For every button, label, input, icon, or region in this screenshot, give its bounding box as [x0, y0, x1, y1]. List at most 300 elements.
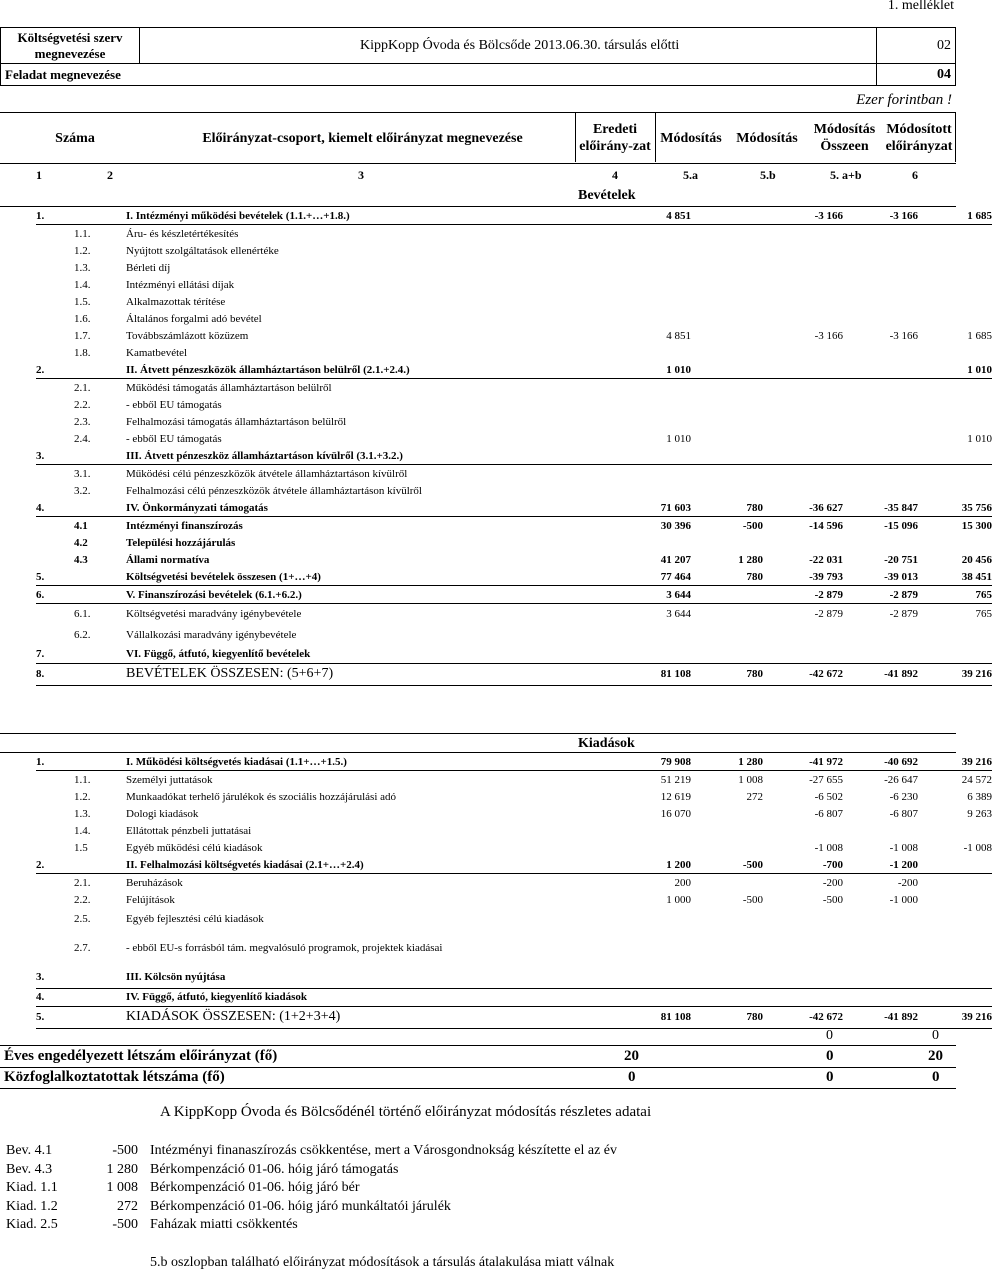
row-mod-sum — [843, 293, 918, 310]
staff-v3-2: 0 — [932, 1069, 940, 1085]
row-mod-a: 272 — [746, 790, 763, 803]
row-mod-a — [691, 874, 763, 892]
row-number — [36, 413, 74, 430]
row-mod-a — [691, 839, 763, 856]
row-subnumber — [74, 447, 126, 465]
row-subnumber — [74, 753, 126, 771]
detail-code: Bev. 4.1 — [6, 1143, 53, 1159]
row-mod-sum: -1 200 — [843, 856, 918, 874]
row-original: 51 219 — [660, 773, 691, 786]
row-mod-b: -6 807 — [814, 807, 843, 820]
row-label: Egyéb fejlesztési célú kiadások — [126, 913, 264, 925]
row-number: 6. — [36, 586, 74, 604]
row-label: Személyi juttatások — [126, 773, 213, 786]
org-label: Költségvetési szerv megnevezése — [1, 28, 140, 64]
row-mod-b — [763, 534, 843, 551]
row-subnumber — [74, 988, 126, 1006]
staff-v1-1: 20 — [624, 1048, 639, 1064]
row-mod-sum: -35 847 — [843, 499, 918, 517]
row-number — [36, 482, 74, 499]
row-mod-b — [763, 242, 843, 259]
row-original — [611, 646, 691, 664]
row-original: 81 108 — [611, 1006, 691, 1028]
row-label: Kamatbevétel — [126, 346, 188, 359]
row-label: III. Kölcsön nyújtása — [126, 966, 611, 988]
row-original — [611, 966, 691, 988]
row-subnumber: 1.5 — [74, 841, 88, 854]
table-row — [36, 856, 992, 874]
row-mod-a — [691, 413, 763, 430]
row-mod-a — [691, 225, 763, 243]
detail-amount: 272 — [117, 1198, 138, 1214]
row-subnumber — [74, 586, 126, 604]
row-modified — [918, 874, 992, 892]
row-modified — [918, 413, 992, 430]
row-mod-sum — [843, 534, 918, 551]
row-original — [611, 396, 691, 413]
table-row — [36, 551, 992, 568]
table-row — [36, 988, 992, 1006]
table-row — [36, 396, 992, 413]
row-mod-sum — [843, 276, 918, 293]
row-mod-a — [691, 930, 763, 966]
row-label: Nyújtott szolgáltatások ellenértéke — [126, 244, 279, 257]
row-label: Intézményi ellátási díjak — [126, 278, 235, 291]
row-subnumber: 2.3. — [74, 415, 91, 428]
row-mod-a: 780 — [691, 1006, 763, 1028]
row-modified: 1 010 — [918, 361, 992, 379]
row-subnumber: 6.1. — [74, 608, 91, 621]
row-modified — [918, 988, 992, 1006]
row-number — [36, 805, 74, 822]
row-mod-a: 780 — [691, 663, 763, 685]
detail-text: Intézményi finanaszírozás csökkentése, mert a Városgondnokság készítette el az év — [150, 1143, 618, 1159]
row-modified — [918, 856, 992, 874]
row-original — [611, 242, 691, 259]
row-subnumber: 1.7. — [74, 329, 91, 342]
row-original — [611, 465, 691, 483]
row-subnumber: 4.3 — [74, 553, 88, 566]
row-label: I. Működési költségvetés kiadásai (1.1+…+1.5.) — [126, 753, 611, 771]
row-original: 1 000 — [666, 893, 691, 906]
row-mod-a — [691, 379, 763, 397]
row-original: 16 070 — [660, 807, 691, 820]
row-label: IV. Függő, átfutó, kiegyenlítő kiadások — [126, 988, 611, 1006]
row-mod-a — [691, 293, 763, 310]
row-label: II. Átvett pénzeszközök államháztartáson belülről (2.1.+2.4.) — [126, 361, 611, 379]
table-row — [36, 568, 992, 586]
staff-v1-2: 0 — [628, 1069, 636, 1085]
table-row — [36, 586, 992, 604]
table-row — [36, 891, 992, 908]
row-mod-a — [691, 310, 763, 327]
table-row — [36, 966, 992, 988]
row-mod-b — [763, 225, 843, 243]
balance-1: 0 — [826, 1028, 833, 1043]
row-mod-b: -41 972 — [763, 753, 843, 771]
row-mod-sum: -6 230 — [889, 790, 918, 803]
row-mod-b: -14 596 — [809, 519, 843, 532]
row-label: Alkalmazottak térítése — [126, 295, 226, 308]
detail-amount: 1 008 — [106, 1180, 138, 1196]
details-title: A KippKopp Óvoda és Bölcsődénél történő előirányzat módosítás részletes adatai — [160, 1104, 652, 1120]
row-label: - ebből EU támogatás — [126, 398, 222, 411]
row-modified — [918, 259, 992, 276]
row-mod-sum — [843, 822, 918, 839]
row-mod-b: -3 166 — [814, 329, 843, 342]
row-subnumber: 2.2. — [74, 398, 91, 411]
row-modified — [918, 930, 992, 966]
staff-label-1: Éves engedélyezett létszám előirányzat (fő) — [4, 1048, 278, 1064]
row-modified: 35 756 — [918, 499, 992, 517]
row-mod-sum — [843, 625, 918, 646]
row-number: 3. — [36, 447, 74, 465]
row-mod-sum: -200 — [897, 876, 918, 889]
detail-row — [6, 1179, 617, 1198]
table-row — [36, 465, 992, 483]
detail-row — [6, 1216, 617, 1235]
row-mod-b: -22 031 — [809, 553, 843, 566]
row-mod-b: -200 — [822, 876, 843, 889]
row-original: 1 010 — [611, 361, 691, 379]
row-mod-b: -39 793 — [763, 568, 843, 586]
row-original — [611, 276, 691, 293]
row-mod-a — [691, 586, 763, 604]
row-mod-b — [763, 930, 843, 966]
row-mod-sum: -20 751 — [884, 553, 918, 566]
table-row — [36, 242, 992, 259]
detail-text: Bérkompenzáció 01-06. hóig járó bér — [150, 1180, 360, 1196]
row-modified — [918, 310, 992, 327]
table-row — [36, 379, 992, 397]
row-number — [36, 276, 74, 293]
row-subnumber — [74, 207, 126, 225]
table-row — [36, 517, 992, 535]
row-number — [36, 344, 74, 361]
table-row — [36, 447, 992, 465]
table-row — [36, 625, 992, 646]
details-table — [6, 1142, 617, 1235]
row-mod-sum — [843, 430, 918, 447]
row-original — [611, 822, 691, 839]
row-mod-b — [763, 310, 843, 327]
row-mod-sum — [843, 225, 918, 243]
row-original: 4 851 — [611, 207, 691, 225]
revenue-title: Bevételek — [578, 188, 636, 203]
col-mod-sum: Módosítás Összeen — [813, 122, 876, 154]
row-number — [36, 908, 74, 930]
row-mod-b — [763, 447, 843, 465]
table-row — [36, 874, 992, 892]
row-number — [36, 396, 74, 413]
row-mod-b — [763, 259, 843, 276]
row-mod-sum: -1 008 — [889, 841, 918, 854]
header-table — [0, 27, 956, 86]
table-row — [36, 908, 992, 930]
row-original — [611, 534, 691, 551]
table-row — [36, 430, 992, 447]
row-subnumber: 1.6. — [74, 312, 91, 325]
row-label: IV. Önkormányzati támogatás — [126, 499, 611, 517]
table-row — [36, 604, 992, 625]
row-mod-b: -2 879 — [763, 586, 843, 604]
row-mod-sum: -3 166 — [889, 329, 918, 342]
row-number: 5. — [36, 568, 74, 586]
row-mod-sum: -15 096 — [884, 519, 918, 532]
row-mod-b — [763, 396, 843, 413]
row-mod-b: -700 — [763, 856, 843, 874]
row-modified: 38 451 — [918, 568, 992, 586]
row-subnumber: 2.1. — [74, 381, 91, 394]
row-label: V. Finanszírozási bevételek (6.1.+6.2.) — [126, 586, 611, 604]
row-mod-a — [691, 625, 763, 646]
row-number — [36, 839, 74, 856]
table-row — [36, 344, 992, 361]
row-mod-a — [691, 259, 763, 276]
row-label: Költségvetési bevételek összesen (1+…+4) — [126, 568, 611, 586]
table-row — [36, 499, 992, 517]
row-modified: 24 572 — [961, 773, 992, 786]
row-number: 4. — [36, 499, 74, 517]
row-mod-sum — [843, 379, 918, 397]
row-mod-sum — [843, 396, 918, 413]
revenue-table — [36, 207, 992, 686]
row-mod-a — [691, 327, 763, 344]
detail-row — [6, 1142, 617, 1161]
colnum-6: 6 — [912, 168, 918, 182]
row-mod-sum: -3 166 — [843, 207, 918, 225]
row-modified — [918, 822, 992, 839]
row-mod-a — [691, 344, 763, 361]
row-mod-a — [691, 465, 763, 483]
row-subnumber: 2.4. — [74, 432, 91, 445]
row-mod-a — [691, 430, 763, 447]
row-mod-sum: -26 647 — [884, 773, 918, 786]
row-mod-sum — [843, 966, 918, 988]
row-modified — [918, 482, 992, 499]
table-row — [36, 327, 992, 344]
row-mod-a — [691, 276, 763, 293]
col-mod-a: Módosítás — [660, 130, 722, 146]
row-modified: 765 — [918, 586, 992, 604]
row-subnumber: 1.4. — [74, 278, 91, 291]
row-subnumber: 3.2. — [74, 484, 91, 497]
row-mod-sum — [843, 988, 918, 1006]
col-number: Száma — [55, 130, 95, 146]
row-number — [36, 551, 74, 568]
row-subnumber: 1.1. — [74, 773, 91, 786]
colnum-1: 1 — [36, 168, 42, 182]
table-row — [36, 1006, 992, 1028]
row-subnumber: 1.5. — [74, 295, 91, 308]
table-row — [36, 646, 992, 664]
row-number — [36, 517, 74, 535]
row-label: Működési támogatás államháztartáson belülről — [126, 381, 332, 394]
row-modified — [918, 242, 992, 259]
row-subnumber — [74, 499, 126, 517]
row-mod-a — [691, 447, 763, 465]
detail-amount: -500 — [112, 1217, 138, 1233]
row-label: Munkaadókat terhelő járulékok és szociális hozzájárulási adó — [126, 790, 397, 803]
row-original: 12 619 — [660, 790, 691, 803]
row-original — [611, 839, 691, 856]
row-number: 2. — [36, 361, 74, 379]
detail-code: Kiad. 1.1 — [6, 1180, 58, 1196]
row-mod-sum: -40 692 — [843, 753, 918, 771]
row-mod-b: -42 672 — [763, 663, 843, 685]
row-mod-b — [763, 293, 843, 310]
row-mod-a — [691, 604, 763, 625]
detail-code: Kiad. 1.2 — [6, 1198, 58, 1214]
row-subnumber: 1.8. — [74, 346, 91, 359]
row-original — [611, 482, 691, 499]
row-number — [36, 242, 74, 259]
row-number: 8. — [36, 663, 74, 685]
row-subnumber: 4.1 — [74, 519, 88, 532]
row-mod-a — [691, 242, 763, 259]
row-mod-a: -500 — [742, 893, 763, 906]
row-mod-sum — [843, 361, 918, 379]
table-row — [36, 310, 992, 327]
row-label: Vállalkozási maradvány igénybevétele — [126, 629, 297, 641]
table-row — [36, 276, 992, 293]
table-row — [36, 534, 992, 551]
row-original — [611, 225, 691, 243]
row-label: Továbbszámlázott közüzem — [126, 329, 249, 342]
row-modified: 765 — [975, 608, 992, 621]
row-label: Áru- és készletértékesítés — [126, 227, 239, 240]
row-subnumber — [74, 646, 126, 664]
row-original: 41 207 — [660, 553, 691, 566]
row-mod-sum — [843, 259, 918, 276]
row-subnumber: 1.1. — [74, 227, 91, 240]
row-modified — [918, 908, 992, 930]
row-mod-b — [763, 361, 843, 379]
table-row — [36, 663, 992, 685]
row-mod-b — [763, 482, 843, 499]
row-original: 200 — [674, 876, 691, 889]
detail-code: Bev. 4.3 — [6, 1161, 53, 1177]
row-subnumber: 4.2 — [74, 536, 88, 549]
row-number: 2. — [36, 856, 74, 874]
row-mod-b: -2 879 — [814, 608, 843, 621]
row-modified — [918, 344, 992, 361]
row-label: III. Átvett pénzeszköz államháztartáson kívülről (3.1.+3.2.) — [126, 447, 611, 465]
row-mod-b: -6 502 — [814, 790, 843, 803]
row-original: 3 644 — [666, 608, 691, 621]
table-row — [36, 207, 992, 225]
row-mod-a — [691, 988, 763, 1006]
row-modified — [918, 966, 992, 988]
row-label: Költségvetési maradvány igénybevétele — [126, 608, 302, 621]
row-original — [611, 310, 691, 327]
expense-table — [36, 753, 992, 1029]
org-name: KippKopp Óvoda és Bölcsőde 2013.06.30. társulás előtti — [140, 28, 877, 64]
row-mod-b — [763, 966, 843, 988]
row-mod-a — [691, 822, 763, 839]
org-code: 02 — [877, 28, 956, 64]
staff-v2-2: 0 — [826, 1069, 834, 1085]
row-mod-sum — [843, 413, 918, 430]
row-mod-b — [763, 379, 843, 397]
row-mod-sum — [843, 646, 918, 664]
row-original — [611, 625, 691, 646]
row-original: 79 908 — [611, 753, 691, 771]
row-mod-b — [763, 822, 843, 839]
row-modified — [918, 891, 992, 908]
detail-row — [6, 1198, 617, 1217]
row-original — [611, 379, 691, 397]
row-number — [36, 604, 74, 625]
row-label: II. Felhalmozási költségvetés kiadásai (2.1+…+2.4) — [126, 856, 611, 874]
row-mod-sum — [843, 310, 918, 327]
col-modified: Módosított előirányzat — [885, 122, 953, 154]
row-original: 3 644 — [611, 586, 691, 604]
row-mod-b — [763, 465, 843, 483]
row-label: Felhalmozási célú pénzeszközök átvétele államháztartáson kívülről — [126, 484, 422, 497]
row-modified: -1 008 — [963, 841, 992, 854]
row-number — [36, 874, 74, 892]
task-label: Feladat megnevezése — [1, 64, 877, 86]
row-subnumber: 1.2. — [74, 790, 91, 803]
row-subnumber: 1.3. — [74, 807, 91, 820]
row-modified: 20 456 — [961, 553, 992, 566]
row-mod-sum: -2 879 — [843, 586, 918, 604]
row-mod-b — [763, 276, 843, 293]
row-mod-b — [763, 625, 843, 646]
row-subnumber: 1.4. — [74, 824, 91, 837]
row-mod-a: -500 — [691, 856, 763, 874]
row-original — [611, 344, 691, 361]
row-mod-b — [763, 908, 843, 930]
row-label: Működési célú pénzeszközök átvétele államháztartáson kívülről — [126, 467, 408, 480]
row-modified — [918, 379, 992, 397]
row-modified: 6 389 — [967, 790, 992, 803]
row-subnumber: 2.1. — [74, 876, 91, 889]
row-mod-sum: -1 000 — [889, 893, 918, 906]
row-label: Intézményi finanszírozás — [126, 519, 243, 532]
row-subnumber — [74, 966, 126, 988]
row-number — [36, 625, 74, 646]
row-label: VI. Függő, átfutó, kiegyenlítő bevételek — [126, 646, 611, 664]
row-modified — [918, 625, 992, 646]
column-headers — [0, 112, 956, 164]
row-mod-a — [691, 966, 763, 988]
row-label: Bérleti díj — [126, 261, 171, 274]
colnum-4: 4 — [612, 168, 618, 182]
row-modified: 39 216 — [918, 753, 992, 771]
row-mod-b: -3 166 — [763, 207, 843, 225]
row-modified: 1 010 — [967, 432, 992, 445]
row-mod-b: -1 008 — [814, 841, 843, 854]
row-mod-sum — [843, 908, 918, 930]
table-row — [36, 839, 992, 856]
row-number: 4. — [36, 988, 74, 1006]
row-subnumber — [74, 361, 126, 379]
row-subnumber — [74, 856, 126, 874]
row-mod-a: 780 — [691, 568, 763, 586]
table-row — [36, 225, 992, 243]
row-mod-a: 1 280 — [691, 753, 763, 771]
col-group: Előirányzat-csoport, kiemelt előirányzat megnevezése — [202, 130, 523, 146]
row-mod-a: 1 280 — [738, 553, 763, 566]
row-label: BEVÉTELEK ÖSSZESEN: (5+6+7) — [126, 663, 611, 685]
row-number — [36, 930, 74, 966]
row-mod-a — [691, 805, 763, 822]
table-row — [36, 413, 992, 430]
row-original: 81 108 — [611, 663, 691, 685]
row-modified: 15 300 — [961, 519, 992, 532]
